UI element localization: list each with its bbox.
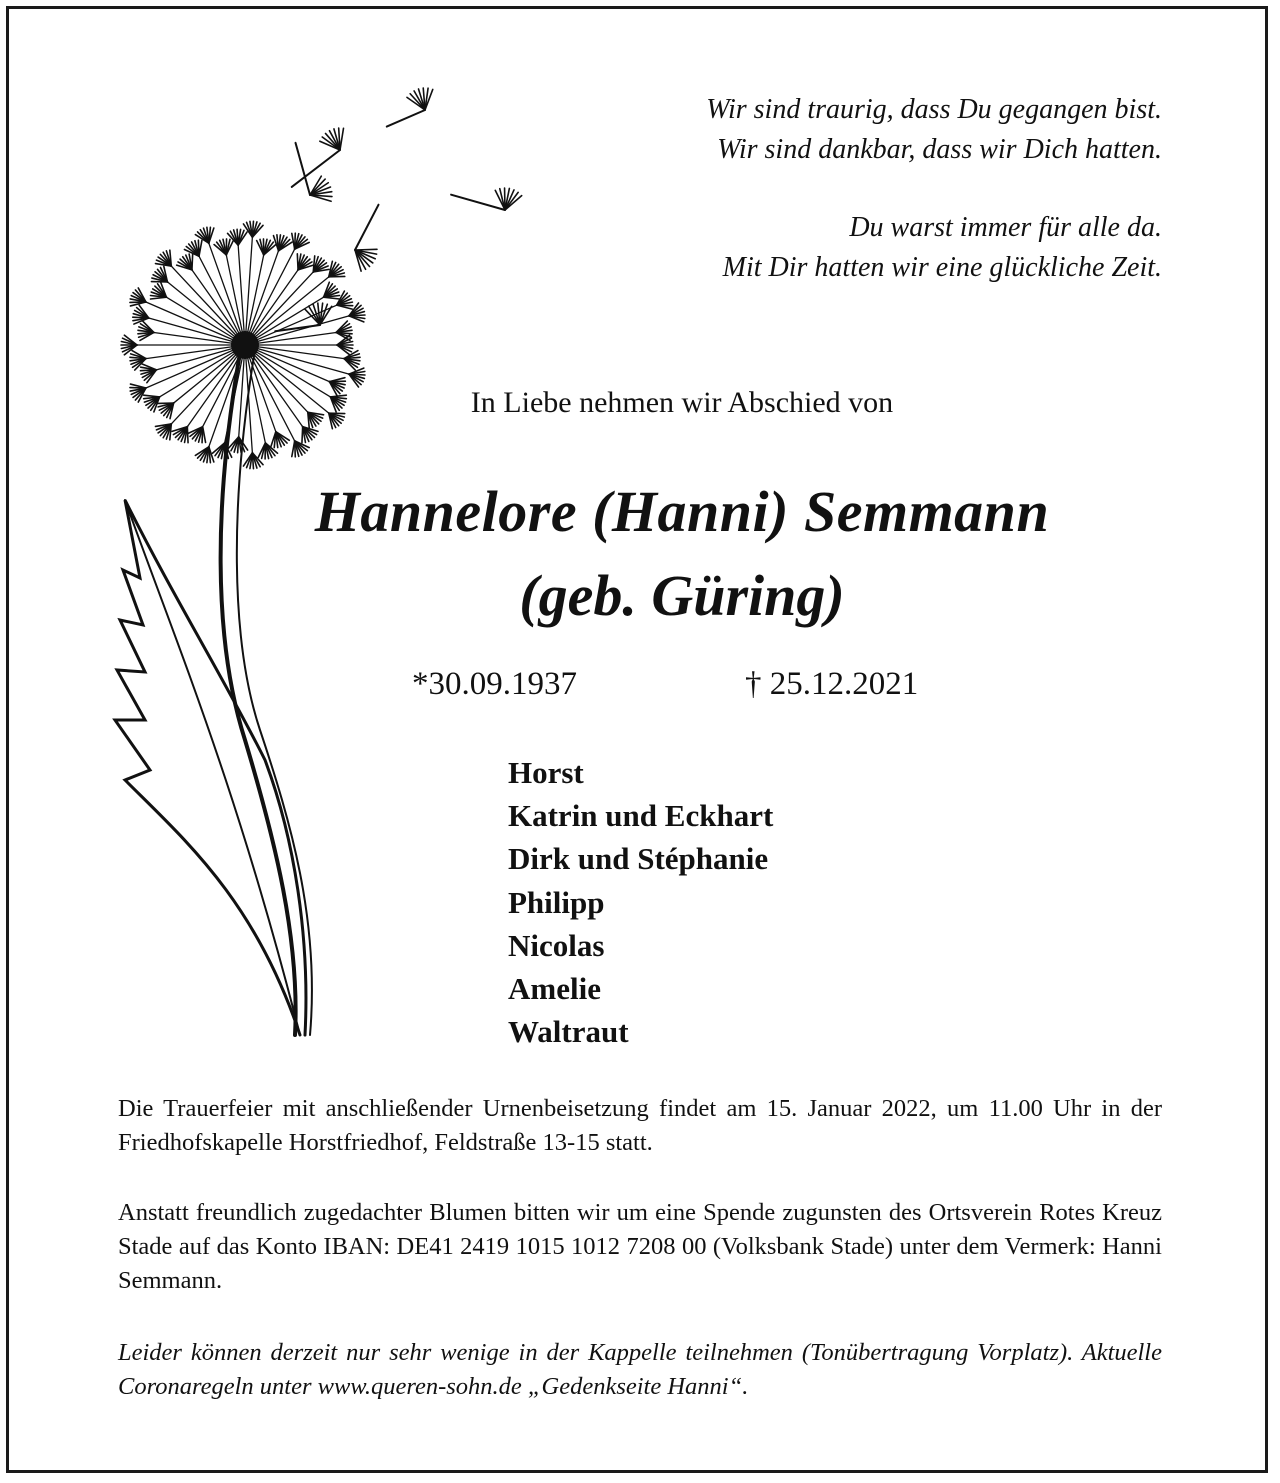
- deceased-name: Hannelore (Hanni) Semmann: [314, 479, 1050, 544]
- family-member: Waltraut: [508, 1014, 629, 1050]
- funeral-notice: Die Trauerfeier mit anschließender Urnenbeisetzung findet am 15. Januar 2022, um 11.00 Uhr in der Friedhofskapelle Horstfriedhof, Feldstraße 13-15 statt.: [118, 1095, 1162, 1156]
- family-list: [508, 751, 773, 1053]
- intro-text: In Liebe nehmen wir Abschied von: [470, 386, 894, 419]
- poem-stanza-1: [562, 90, 1162, 170]
- poem-line: Wir sind dankbar, dass wir Dich hatten.: [717, 134, 1162, 165]
- donation-notice: Anstatt freundlich zugedachter Blumen bitten wir um eine Spende zugunsten des Ortsverein Rotes Kreuz Stade auf das Konto IBAN: DE41 2419 1015 1012 7208 00 (Volksbank Stade) unter dem Vermerk: Hanni Semmann.: [118, 1199, 1162, 1294]
- family-member: Philipp: [508, 884, 605, 920]
- poem-line: Du warst immer für alle da.: [849, 212, 1162, 243]
- birth-date: *30.09.1937: [412, 666, 577, 702]
- maiden-name: (geb. Güring): [519, 563, 845, 628]
- death-date: † 25.12.2021: [745, 666, 919, 702]
- family-member: Dirk und Stéphanie: [508, 841, 769, 877]
- corona-notice: Leider können derzeit nur sehr wenige in der Kappelle teilnehmen (Tonübertragung Vorplatz). Aktuelle Coronaregeln unter www.queren-sohn.de „Gedenkseite Hanni“.: [118, 1339, 1162, 1400]
- family-member: Amelie: [508, 971, 601, 1007]
- poem-stanza-2: [562, 208, 1162, 288]
- family-member: Nicolas: [508, 927, 605, 963]
- family-member: Horst: [508, 755, 584, 790]
- family-member: Katrin und Eckhart: [508, 798, 774, 834]
- poem-line: Wir sind traurig, dass Du gegangen bist.: [706, 94, 1162, 125]
- poem-line: Mit Dir hatten wir eine glückliche Zeit.: [722, 252, 1162, 283]
- poem: [562, 90, 1162, 326]
